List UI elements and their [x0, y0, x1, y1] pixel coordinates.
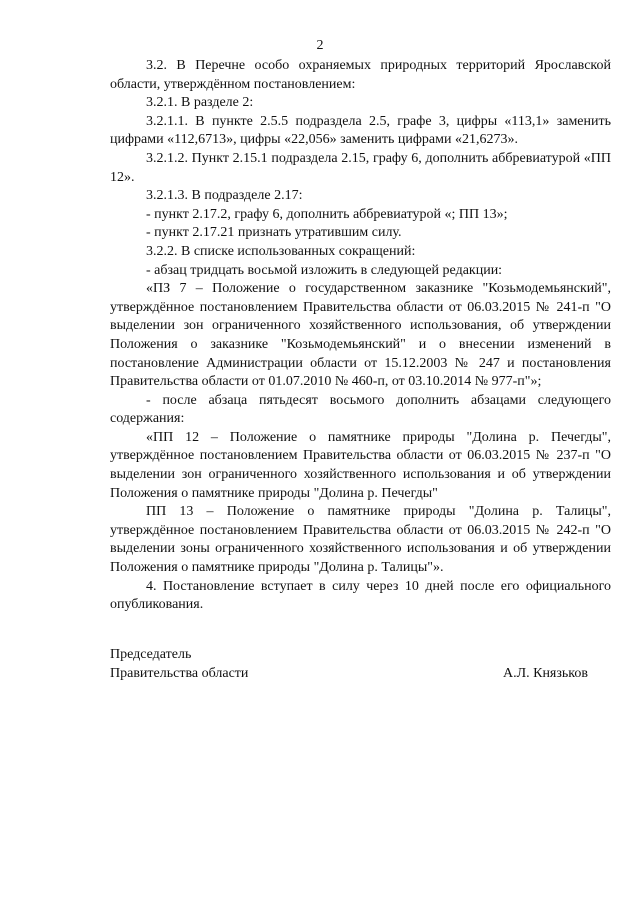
signature-row: [110, 665, 588, 684]
paragraph-3-2: 3.2. В Перечне особо охраняемых природных территорий Ярославской области, утверждённом постановлением:: [110, 58, 611, 92]
paragraph-3-2-1-3: 3.2.1.3. В подразделе 2.17:: [146, 188, 303, 204]
paragraph-3-2-1-1: 3.2.1.1. В пункте 2.5.5 подраздела 2.5, графе 3, цифры «113,1» заменить цифрами «112,6713», цифры «22,056» заменить цифрами «21,6273».: [110, 113, 611, 148]
paragraph-4: 4. Постановление вступает в силу через 10 дней после его официального опубликования.: [110, 578, 611, 613]
signatory-title-line2: Правительства области: [110, 665, 249, 681]
list-item-abzac-58: - после абзаца пятьдесят восьмого дополнить абзацами следующего содержания:: [110, 392, 611, 427]
signatory-title-line1: Председатель: [110, 647, 192, 662]
list-item-abzac-38: - абзац тридцать восьмой изложить в следующей редакции:: [146, 262, 503, 278]
paragraph-3-2-1: 3.2.1. В разделе 2:: [146, 95, 254, 111]
paragraph-3-2-1-2: 3.2.1.2. Пункт 2.15.1 подраздела 2.15, графу 6, дополнить аббревиатурой «ПП 12».: [110, 150, 611, 185]
document-body: [110, 57, 611, 615]
paragraph-pp-12: «ПП 12 – Положение о памятнике природы "Долина р. Печегды", утверждённое постановлением Правительства области от 06.03.2015 № 237-п "О выделении зон ограниченного хозяйственного использования и об утверждении Положения о памятнике природы "Долина р. Печегды": [110, 429, 611, 501]
signature-block: [110, 646, 588, 683]
paragraph-3-2-2: 3.2.2. В списке использованных сокращений:: [146, 243, 416, 259]
paragraph-pz-7: «ПЗ 7 – Положение о государственном заказнике "Козьмодемьянский", утверждённое постановлением Правительства области от 06.03.2015 № 241-п "О выделении зон ограниченного хозяйственного использования, об утверждении Положения о заказнике "Козьмодемьянский" и о внесении изменений в постановление Администрации области от 15.12.2003 № 247 и постановления Правительства области от 01.07.2010 № 460-п, от 03.10.2014 № 977-п"»;: [110, 281, 611, 390]
list-item-2-17-21: - пункт 2.17.21 признать утратившим силу.: [146, 225, 402, 241]
page-number: 2: [316, 38, 324, 53]
list-item-2-17-2: - пункт 2.17.2, графу 6, дополнить аббревиатурой «; ПП 13»;: [146, 206, 508, 222]
signatory-name: А.Л. Князьков: [503, 665, 588, 681]
paragraph-pp-13: ПП 13 – Положение о памятнике природы "Долина р. Талицы", утверждённое постановлением Правительства области от 06.03.2015 № 242-п "О выделении зоны ограниченного хозяйственного использования и об утверждении Положения о памятнике природы "Долина р. Талицы"».: [110, 504, 611, 576]
